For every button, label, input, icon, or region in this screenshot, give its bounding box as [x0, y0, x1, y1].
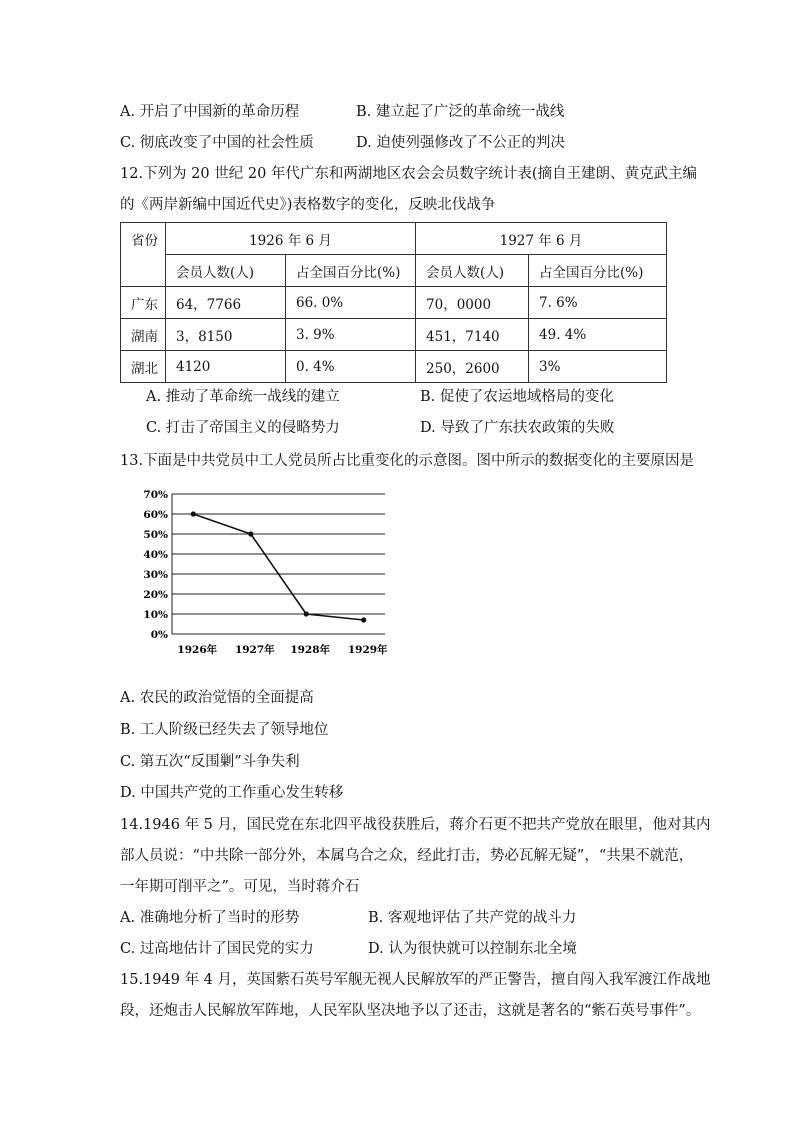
q12-stem-line1: 12.下列为 20 世纪 20 年代广东和两湖地区农会会员数字统计表(摘自王建朗、黄克武主编 [120, 166, 698, 182]
table-cell: 4120 [166, 351, 286, 383]
q11-option-c: C. 彻底改变了中国的社会性质 [120, 135, 314, 151]
q14-option-c: C. 过高地估计了国民党的实力 [120, 941, 314, 957]
q13-stem: 13.下面是中共党员中工人党员所占比重变化的示意图。图中所示的数据变化的主要原因是 [120, 453, 695, 469]
table-cell: 3% [529, 351, 667, 383]
q13-line-chart [140, 482, 390, 660]
table-cell-province: 湖南 [121, 319, 166, 351]
q12-stem-line2: 的《两岸新编中国近代史》)表格数字的变化，反映北伐战争 [120, 197, 496, 213]
q13-option-d: D. 中国共产党的工作重心发生转移 [120, 785, 344, 801]
q12-option-b: B. 促使了农运地域格局的变化 [420, 389, 614, 405]
table-cell-province: 湖北 [121, 351, 166, 383]
chart-y-tick-label: 0% [150, 629, 168, 641]
table-cell: 3，8150 [166, 319, 286, 351]
table-cell: 70，0000 [416, 287, 529, 319]
chart-data-point [248, 531, 253, 536]
chart-y-tick-label: 70% [143, 489, 168, 501]
q14-stem-line2: 部人员说：“中共除一部分外，本属乌合之众，经此打击，势必瓦解无疑”，“共果不就范， [120, 848, 694, 864]
q11-option-a: A. 开启了中国新的革命历程 [120, 104, 300, 120]
table-header-period2: 1927 年 6 月 [416, 223, 667, 255]
chart-data-point [361, 617, 366, 622]
chart-x-tick-label: 1928年 [290, 644, 331, 656]
chart-series-line [193, 514, 363, 620]
q13-option-c: C. 第五次“反围剿”斗争失利 [120, 754, 300, 770]
table-cell: 64，7766 [166, 287, 286, 319]
table-header-period1: 1926 年 6 月 [166, 223, 416, 255]
q15-stem-line1: 15.1949 年 4 月，英国紫石英号军舰无视人民解放军的严正警告，擅自闯入我军渡江作战地 [120, 972, 711, 988]
chart-x-tick-label: 1927年 [234, 644, 275, 656]
chart-y-tick-label: 50% [143, 529, 168, 541]
q14-option-b: B. 客观地评估了共产党的战斗力 [368, 910, 577, 926]
table-cell-province: 广东 [121, 287, 166, 319]
table-subheader-percent-1927: 占全国百分比(%) [529, 255, 667, 287]
q14-stem-line1: 14.1946 年 5 月，国民党在东北四平战役获胜后，蒋介石更不把共产党放在眼里，他对其内 [120, 817, 711, 833]
q13-option-a: A. 农民的政治觉悟的全面提高 [120, 690, 314, 706]
table-cell: 451，7140 [416, 319, 529, 351]
table-subheader-members-1927: 会员人数(人) [416, 255, 529, 287]
chart-y-tick-label: 10% [143, 609, 168, 621]
table-cell: 66. 0% [286, 287, 416, 319]
table-cell: 3. 9% [286, 319, 416, 351]
table-header-province: 省份 [121, 223, 166, 287]
table-cell: 49. 4% [529, 319, 667, 351]
q12-table [120, 222, 666, 381]
table-subheader-percent-1926: 占全国百分比(%) [286, 255, 416, 287]
table-cell: 250，2600 [416, 351, 529, 383]
chart-y-tick-label: 60% [143, 509, 168, 521]
q11-option-d: D. 迫使列强修改了不公正的判决 [356, 135, 565, 151]
q15-stem-line2: 段，还炮击人民解放军阵地，人民军队坚决地予以了还击，这就是著名的“紫石英号事件”。 [120, 1003, 701, 1019]
chart-y-tick-label: 30% [143, 569, 168, 581]
table-cell: 7. 6% [529, 287, 667, 319]
q11-option-b: B. 建立起了广泛的革命统一战线 [356, 104, 565, 120]
q14-option-a: A. 准确地分析了当时的形势 [120, 910, 300, 926]
table-cell: 0. 4% [286, 351, 416, 383]
q12-option-c: C. 打击了帝国主义的侵略势力 [146, 420, 340, 436]
chart-x-tick-label: 1926年 [177, 644, 218, 656]
chart-data-point [304, 611, 309, 616]
q13-option-b: B. 工人阶级已经失去了领导地位 [120, 722, 329, 738]
chart-x-tick-label: 1929年 [347, 644, 388, 656]
q12-option-d: D. 导致了广东扶农政策的失败 [420, 420, 615, 436]
table-subheader-members-1926: 会员人数(人) [166, 255, 286, 287]
q14-option-d: D. 认为很快就可以控制东北全境 [368, 941, 577, 957]
q12-option-a: A. 推动了革命统一战线的建立 [146, 389, 340, 405]
table-row [121, 319, 667, 351]
table-row [121, 287, 667, 319]
q14-stem-line3: 一年期可削平之”。可见，当时蒋介石 [120, 879, 360, 895]
chart-y-tick-label: 20% [143, 589, 168, 601]
chart-data-point [191, 511, 196, 516]
chart-y-tick-label: 40% [143, 549, 168, 561]
table-row [121, 351, 667, 383]
